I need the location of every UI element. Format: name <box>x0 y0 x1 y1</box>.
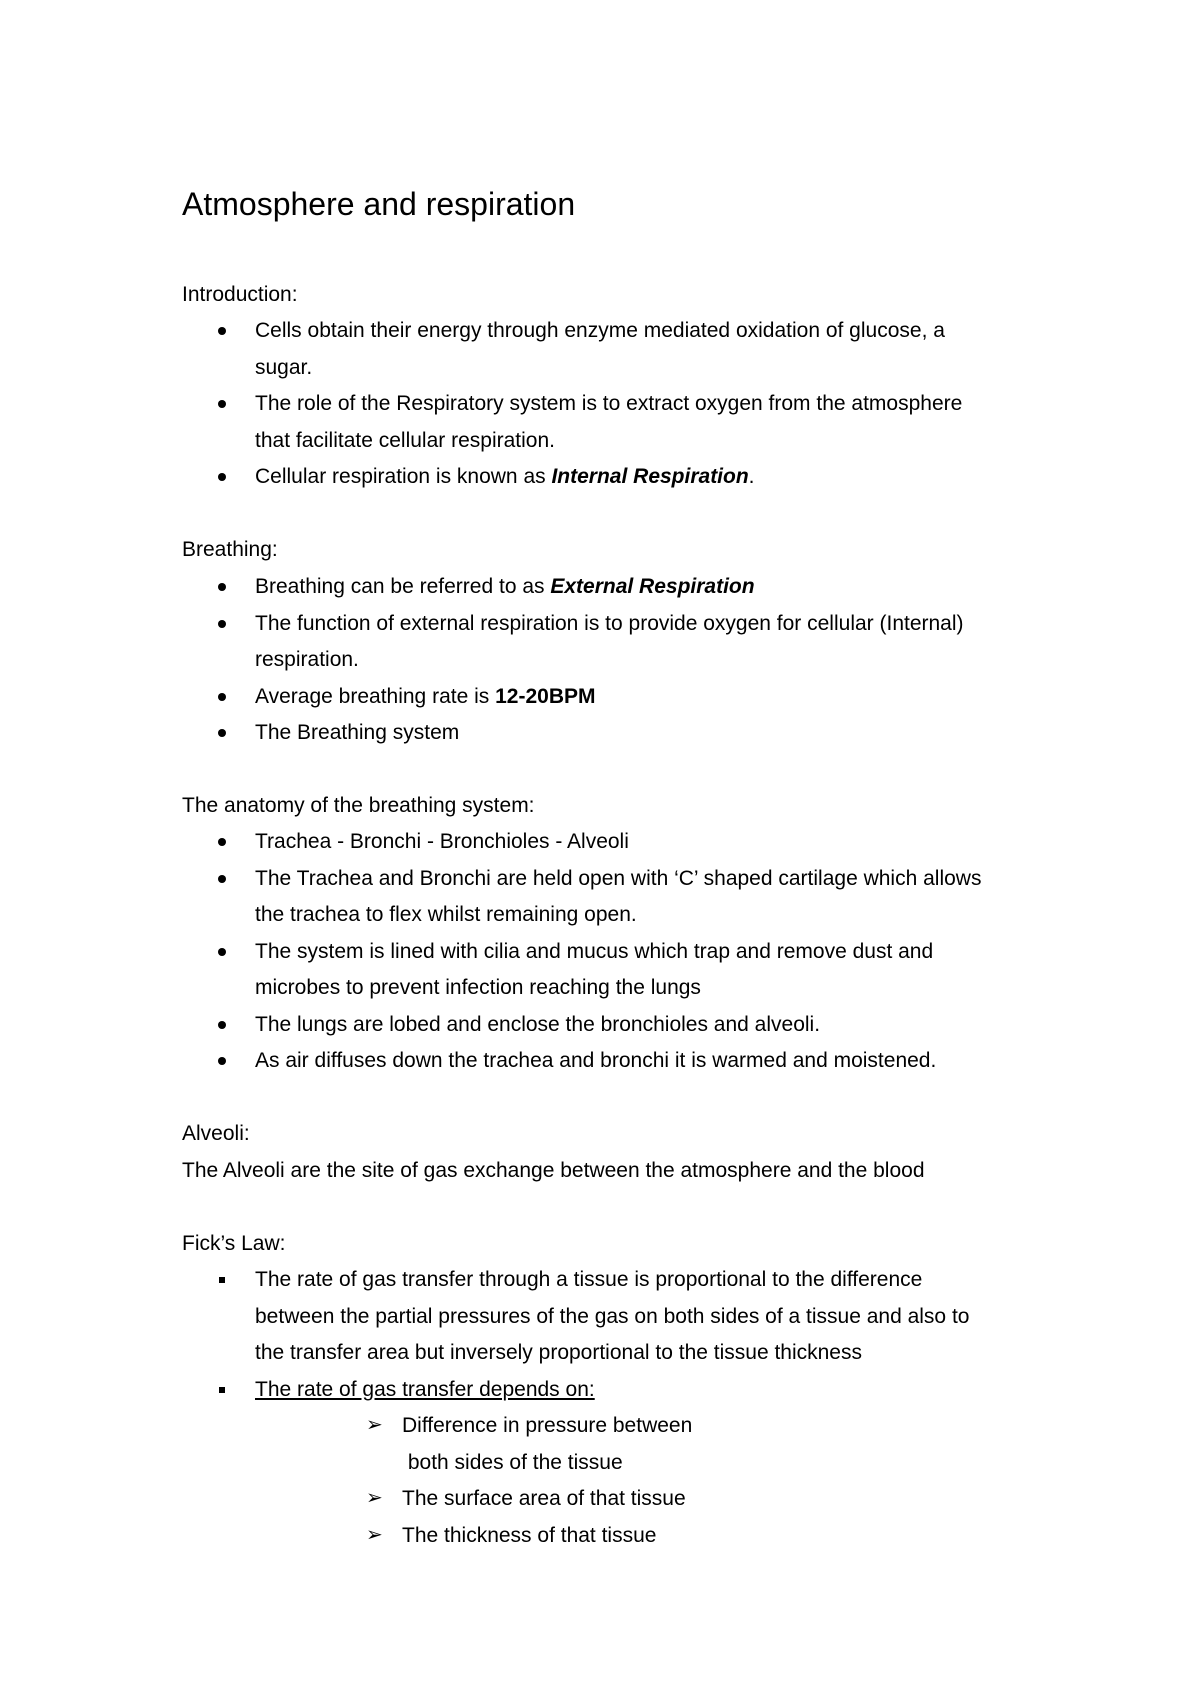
emphasis-term: Internal Respiration <box>551 465 749 488</box>
list-item: Cellular respiration is known as Internal Respiration. <box>0 459 962 496</box>
alveoli-heading: Alveoli: <box>182 1122 250 1145</box>
arrow-bullet-icon: ➢ <box>366 1487 383 1509</box>
bullet-icon <box>218 400 226 408</box>
arrow-bullet-icon: ➢ <box>366 1414 383 1436</box>
list-item: Average breathing rate is 12-20BPM <box>0 679 964 716</box>
bullet-icon <box>218 327 226 335</box>
list-item: As air diffuses down the trachea and bronchi it is warmed and moistened. <box>0 1043 981 1080</box>
breathing-rate-value: 12-20BPM <box>495 684 596 708</box>
bullet-icon <box>218 693 226 701</box>
breathing-heading: Breathing: <box>182 538 278 561</box>
ficks-law-list <box>0 1262 969 1408</box>
list-item: The system is lined with cilia and mucus which trap and remove dust and microbes to prevent infection reaching the lungs <box>0 934 981 1007</box>
list-item: The rate of gas transfer through a tissue is proportional to the difference between the partial pressures of the gas on both sides of a tissue and also to the transfer area but inversely proportional to the tissue thickness <box>0 1262 969 1372</box>
bullet-icon <box>218 838 226 846</box>
bullet-icon <box>218 948 226 956</box>
list-item: The Breathing system <box>0 715 964 752</box>
square-bullet-icon <box>219 1387 225 1393</box>
list-item: Cells obtain their energy through enzyme mediated oxidation of glucose, a sugar. <box>0 313 962 386</box>
breathing-list <box>0 569 964 752</box>
bullet-icon <box>218 1021 226 1029</box>
list-item: ➢ The thickness of that tissue <box>0 1518 692 1555</box>
anatomy-list <box>0 824 981 1080</box>
emphasis-term: External Respiration <box>550 575 755 598</box>
list-item: The role of the Respiratory system is to extract oxygen from the atmosphere that facilitate cellular respiration. <box>0 386 962 459</box>
list-item: ➢ The surface area of that tissue <box>0 1481 692 1518</box>
introduction-list <box>0 313 962 496</box>
ficks-law-heading: Fick’s Law: <box>182 1232 286 1255</box>
list-item: The lungs are lobed and enclose the bronchioles and alveoli. <box>0 1007 981 1044</box>
anatomy-heading: The anatomy of the breathing system: <box>182 794 535 817</box>
document-title: Atmosphere and respiration <box>182 186 576 222</box>
bullet-icon <box>218 473 226 481</box>
list-item <box>0 1372 969 1409</box>
bullet-icon <box>218 1057 226 1065</box>
introduction-heading: Introduction: <box>182 283 298 306</box>
list-item: The Trachea and Bronchi are held open with ‘C’ shaped cartilage which allows the trachea to flex whilst remaining open. <box>0 861 981 934</box>
bullet-icon <box>218 620 226 628</box>
alveoli-text: The Alveoli are the site of gas exchange between the atmosphere and the blood <box>182 1159 925 1182</box>
ficks-law-sublist <box>0 1408 692 1554</box>
list-item: ➢ Difference in pressure between both sides of the tissue <box>0 1408 692 1481</box>
list-item: The function of external respiration is to provide oxygen for cellular (Internal) respiration. <box>0 606 964 679</box>
bullet-icon <box>218 875 226 883</box>
bullet-icon <box>218 729 226 737</box>
square-bullet-icon <box>219 1277 225 1283</box>
arrow-bullet-icon: ➢ <box>366 1523 383 1546</box>
bullet-icon <box>218 583 226 591</box>
depends-on-label: The rate of gas transfer depends on: <box>255 1377 595 1401</box>
list-item: Trachea - Bronchi - Bronchioles - Alveoli <box>0 824 981 861</box>
list-item: Breathing can be referred to as External Respiration <box>0 569 964 606</box>
